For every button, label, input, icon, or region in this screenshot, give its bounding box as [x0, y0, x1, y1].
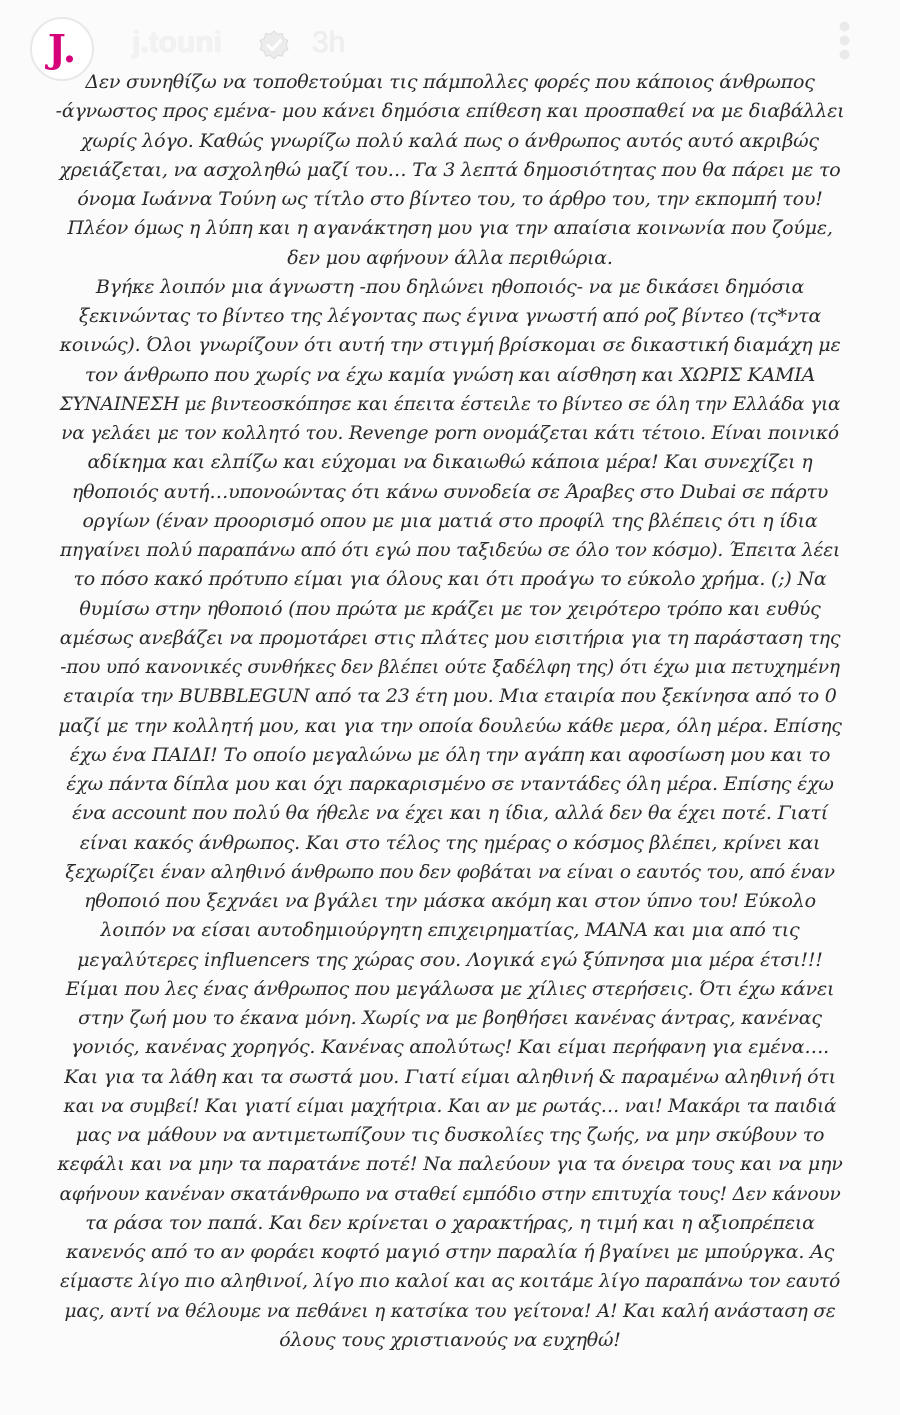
- text-line: μαζί με την κολλητή μου, και για την οποία δουλεύω κάθε μερα, όλη μέρα. Επίσης: [58, 714, 842, 737]
- text-line: Πλέον όμως η λύπη και η αγανάκτηση μου για την απαίσια κοινωνία που ζούμε,: [67, 217, 833, 240]
- verified-badge-icon: [258, 30, 290, 62]
- text-line: δεν μου αφήνουν άλλα περιθώρια.: [287, 246, 613, 269]
- text-line: έχω ένα ΠΑΙΔΙ! Το οποίο μεγαλώνω με όλη την αγάπη και αφοσίωση μου και το: [69, 743, 831, 766]
- text-line: και να συμβεί! Και γιατί είμαι μαχήτρια. Και αν με ρωτάς… ναι! Μακάρι τα παιδιά: [63, 1095, 837, 1117]
- text-line: εταιρία την BUBBLEGUN από τα 23 έτη μου. Μια εταιρία που ξεκίνησα από το 0: [63, 685, 837, 708]
- text-line: αδίκημα και ελπίζω και εύχομαι να δικαιωθώ κάποια μέρα! Και συνεχίζει η: [87, 451, 813, 474]
- text-line: πηγαίνει πολύ παραπάνω από ότι εγώ που ταξιδεύω σε όλο τον κόσμο). Έπειτα λέει: [59, 540, 841, 561]
- text-line: χωρίς λόγο. Καθώς γνωρίζω πολύ καλά πως ο άνθρωπος αυτός αυτό ακριβώς: [81, 129, 819, 152]
- text-line: αφήνουν κανέναν σκατάνθρωπο να σταθεί εμπόδιο στην επιτυχία τους! Δεν κάνουν: [59, 1183, 841, 1205]
- more-vertical-icon[interactable]: [832, 22, 856, 66]
- username[interactable]: j.touni: [132, 26, 222, 59]
- text-line: να γελάει με τον κολλητό του. Revenge porn ονομάζεται κάτι τέτοιο. Είναι ποινικό: [61, 423, 839, 444]
- text-line: τα ράσα τον παπά. Και δεν κρίνεται ο χαρακτήρας, η τιμή και η αξιοπρέπεια: [85, 1211, 815, 1234]
- text-line: -που υπό κανονικές συνθήκες δεν βλέπει ούτε ξαδέλφη της) ότι έχω μια πετυχημένη: [60, 657, 840, 678]
- text-line: μεγαλύτερες influencers της χώρας σου. Λογικά εγώ ξύπνησα μια μέρα έτσι!!!: [77, 948, 823, 971]
- text-line: γονιός, κανένας χορηγός. Κανένας απολύτως! Και είμαι περήφανη για εμένα….: [71, 1036, 829, 1059]
- text-line: όλους τους χριστιανούς να ευχηθώ!: [279, 1328, 621, 1351]
- text-line: Είμαι που λες ένας άνθρωπος που μεγάλωσα με χίλιες στερήσεις. Ότι έχω κάνει: [65, 977, 835, 1000]
- text-line: αμέσως ανεβάζει να προμοτάρει στις πλάτες μου εισιτήρια για τη παράσταση της: [59, 626, 841, 649]
- text-line: όνομα Ιωάννα Τούνη ως τίτλο στο βίντεο του, το άρθρο του, την εκπομπή του!: [77, 188, 823, 210]
- text-line: ένα account που πολύ θα ήθελε να έχει και η ίδια, αλλά δεν θα έχει ποτέ. Γιατί: [71, 802, 828, 825]
- text-line: Βγήκε λοιπόν μια άγνωστη -που δηλώνει ηθοποιός- να με δικάσει δημόσια: [95, 275, 805, 298]
- text-line: έχω πάντα δίπλα μου και όχι παρκαρισμένο σε νταντάδες όλη μέρα. Επίσης έχω: [66, 773, 834, 795]
- story-text-body: [55, 68, 845, 1355]
- text-line: ΣΥΝΑΙΝΕΣΗ με βιντεοσκόπησε και έπειτα έστειλε το βίντεο σε όλη την Ελλάδα για: [59, 393, 841, 415]
- text-line: κεφάλι και να μην τα παρατάνε ποτέ! Να παλεύουν για τα όνειρα τους και να μην: [57, 1153, 843, 1176]
- text-line: οργίων (έναν προορισμό οπου με μια ματιά στο προφίλ της βλέπεις ότι η ίδια: [82, 509, 818, 532]
- text-line: -άγνωστος προς εμένα- μου κάνει δημόσια επίθεση και προσπαθεί να με διαβάλλει: [55, 100, 845, 123]
- text-line: κοινώς). Όλοι γνωρίζουν ότι αυτή την στιγμή βρίσκομαι σε δικαστική διαμάχη με: [59, 334, 841, 357]
- text-line: είναι κακός άνθρωπος. Και στο τέλος της ημέρας ο κόσμος βλέπει, κρίνει και: [79, 831, 821, 854]
- text-line: Δεν συνηθίζω να τοποθετούμαι τις πάμπολλες φορές που κάποιος άνθρωπος: [85, 71, 815, 93]
- text-line: μας, αντί να θέλουμε να πεθάνει η κατσίκα του γείτονα! Α! Και καλή ανάσταση σε: [64, 1300, 836, 1322]
- text-line: μας να μάθουν να αντιμετωπίζουν τις δυσκολίες της ζωής, να μην σκύβουν το: [75, 1124, 825, 1146]
- text-line: το πόσο κακό πρότυπο είμαι για όλους και ότι προάγω το εύκολο χρήμα. (;) Να: [73, 568, 827, 591]
- post-time: 3h: [312, 26, 346, 59]
- text-line: ξεκινώντας το βίντεο της λέγοντας πως έγινα γνωστή από ροζ βίντεο (τς*ντα: [78, 305, 822, 327]
- text-line: ξεχωρίζει έναν αληθινό άνθρωπο που δεν φοβάται να είναι ο εαυτός του, από έναν: [65, 861, 835, 883]
- text-line: είμαστε λίγο πιο αληθινοί, λίγο πιο καλοί και ας κοιτάμε λίγο παραπάνω τον εαυτό: [59, 1271, 841, 1293]
- text-line: θυμίσω στην ηθοποιό (που πρώτα με κράζει με τον χειρότερο τρόπο και ευθύς: [79, 597, 821, 620]
- text-line: τον άνθρωπο που χωρίς να έχω καμία γνώση και αίσθηση και ΧΩΡΙΣ ΚΑΜΙΑ: [84, 363, 816, 386]
- text-line: στην ζωή μου το έκανα μόνη. Χωρίς να με βοηθήσει κανένας άντρας, κανένας: [78, 1007, 822, 1029]
- text-line: χρειάζεται, να ασχοληθώ μαζί του… Τα 3 λεπτά δημοσιότητας που θα πάρει με το: [59, 158, 841, 181]
- text-line: λοιπόν να είσαι αυτοδημιούργητη επιχειρηματίας, ΜΑΝΑ και μια από τις: [100, 919, 800, 942]
- avatar-logo: J.: [47, 26, 77, 71]
- text-line: κανενός από το αν φοράει κοφτό μαγιό στην παραλία ή βγαίνει με μπούργκα. Ας: [65, 1241, 835, 1263]
- text-line: Και για τα λάθη και τα σωστά μου. Γιατί είμαι αληθινή & παραμένω αληθινή ότι: [64, 1065, 836, 1088]
- text-line: ηθοποιό που ξεχνάει να βγάλει την μάσκα ακόμη και στον ύπνο του! Εύκολο: [84, 890, 816, 912]
- text-line: ηθοποιός αυτή…υπονοώντας ότι κάνω συνοδεία σε Άραβες στο Dubai σε πάρτυ: [71, 480, 829, 503]
